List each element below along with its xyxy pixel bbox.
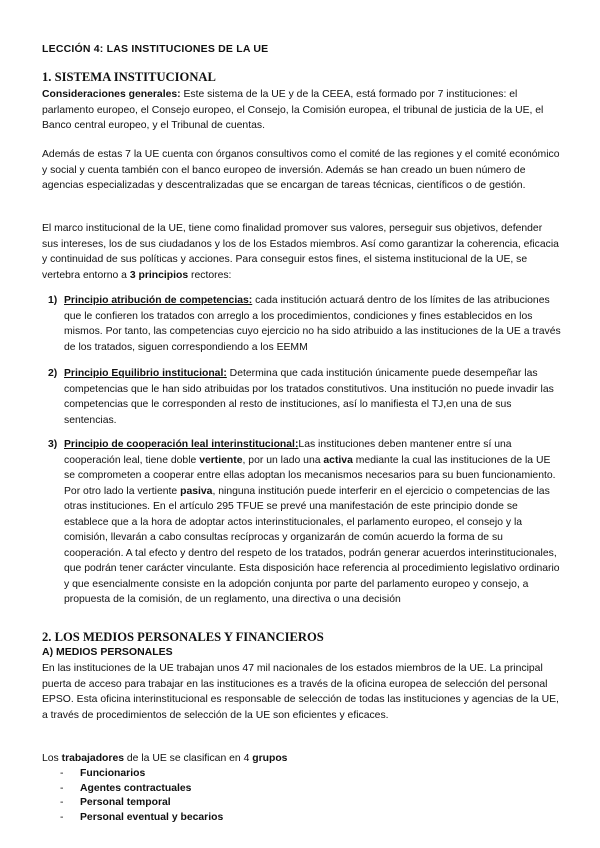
principle-1-text: cada institución actuará dentro de los límites de las atribuciones que le confieren los tratados con arreglo a los procedimientos, condiciones y fines establecidos en los mismos. Por tanto, las competencias cuyo ejercicio no ha sido atribuido a las instituciones de la UE a través de los tratados, siguen correspondiendo a los EEMM (64, 295, 561, 353)
principle-1 (64, 293, 562, 355)
section2-title: 2. LOS MEDIOS PERSONALES Y FINANCIEROS (42, 630, 324, 644)
principle-3-text-1: Las instituciones deben mantener entre sí una cooperación leal, tiene doble (64, 439, 512, 466)
section2-paragraph-1 (42, 661, 560, 723)
s2-p1-text: En las instituciones de la UE trabajan unos 47 mil nacionales de los estados miembros de la UE. La principal puerta de acceso para trabajar en las instituciones es a través de la oficina europea de selección del personal EPSO. Esta oficina interinstitucional es responsable de selección de todas las instituciones y agencias de la UE, a través de procedimientos de selección de la UE son eficientes y eficaces. (42, 663, 559, 721)
principle-3-number: 3) (48, 439, 58, 450)
section1-title: 1. SISTEMA INSTITUCIONAL (42, 70, 216, 84)
s2-p2-m: de la UE se clasifican en 4 (124, 753, 253, 764)
principle-2-text: Determina que cada institución únicamente puede desempeñar las competencias que le han sido atribuidas por los tratados constitutivos. Una institución no puede invadir las competencias que le corresponden al resto de instituciones, así lo manifiesta el TJ,en una de sus sentencias. (64, 368, 554, 426)
principle-3-title: Principio de cooperación leal interinstitucional: (64, 439, 299, 450)
s2-p2-bold-1: trabajadores (61, 753, 125, 764)
list-item: - Funcionarios (60, 768, 146, 779)
principle-3-text-4: , ninguna institución puede interferir en el ejercicio o competencias de las otras instituciones. En el artículo 295 TFUE se prevé una manifestación de este principio donde se establece que a la hora de adoptar actos interinstitucionales, el parlamento europeo, el consejo y la comisión, llevarán a cabo consultas recíprocas y organizarán de común acuerdo la forma de su cooperación. A tal efecto y dentro del respeto de los tratados, podrán generar acuerdos interinstitucionales, que podrán tener carácter vinculante. Esta disposición hace referencia al procedimiento legislativo ordinario y que esencialmente consiste en la adopción conjunta por parte del parlamento europeo y consejo, a propuesta de la comisión, de un reglamento, una directiva o una decisión (64, 485, 560, 605)
principle-2-number: 2) (48, 368, 58, 379)
section1-paragraph-1 (42, 87, 560, 134)
groups-list (60, 766, 223, 824)
p3-text-a: El marco institucional de la UE, tiene como finalidad promover sus valores, perseguir sus objetivos, defender sus intereses, los de sus ciudadanos y los de los Estados miembros. Así como garantizar la coherencia, eficacia y continuidad de sus políticas y acciones. Para conseguir estos fines, el sistema institucional de la UE, se vertebra entorno a (42, 223, 559, 281)
p1-text: Este sistema de la UE y de la CEEA, está formado por 7 instituciones: el parlamento europeo, el Consejo europeo, el Consejo, la Comisión europea, el tribunal de justicia de la UE, el Banco central europeo, y el Tribunal de cuentas. (42, 89, 544, 131)
p1-bold-lead: Consideraciones generales: (42, 89, 181, 100)
principle-3-text-3: mediante la cual las instituciones de la UE se comprometen a cooperar entre ellas adoptan los mecanismos necesarios para su buen funcionamiento. Por otro lado la vertiente (64, 454, 556, 497)
principle-1-number: 1) (48, 295, 58, 306)
section2-paragraph-2 (42, 751, 560, 767)
section1-paragraph-2 (42, 147, 560, 194)
p2-text: Además de estas 7 la UE cuenta con órganos consultivos como el comité de las regiones y el comité económico y social y cuenta también con el banco europeo de inversión. Además se han creado un buen número de agencias especializadas y descentralizadas que se encargan de tareas técnicas, científicos o de gestión. (42, 149, 560, 191)
list-item: - Agentes contractuales (60, 782, 192, 794)
list-item: - Personal eventual y becarios (60, 811, 224, 823)
s2-p2-a: Los (42, 753, 62, 764)
principle-3 (64, 437, 562, 608)
lesson-title: LECCIÓN 4: LAS INSTITUCIONES DE LA UE (42, 43, 269, 55)
s2-p2-bold-2: grupos (252, 753, 288, 764)
list-item: - Personal temporal (60, 797, 171, 809)
principle-2 (64, 366, 562, 428)
p3-text-b: rectores: (188, 269, 232, 281)
principle-3-bold-2: activa (323, 454, 353, 466)
principle-2-title: Principio Equilibrio institucional: (64, 368, 227, 379)
principle-3-text-2: , por un lado una (242, 454, 324, 466)
principle-3-bold-1: vertiente (199, 454, 243, 466)
p3-bold: 3 principios (129, 269, 189, 281)
section2-subheading-a: A) MEDIOS PERSONALES (42, 646, 173, 658)
section1-paragraph-3 (42, 221, 560, 283)
principle-3-bold-3: pasiva (180, 485, 213, 497)
principle-1-title: Principio atribución de competencias: (64, 295, 253, 306)
